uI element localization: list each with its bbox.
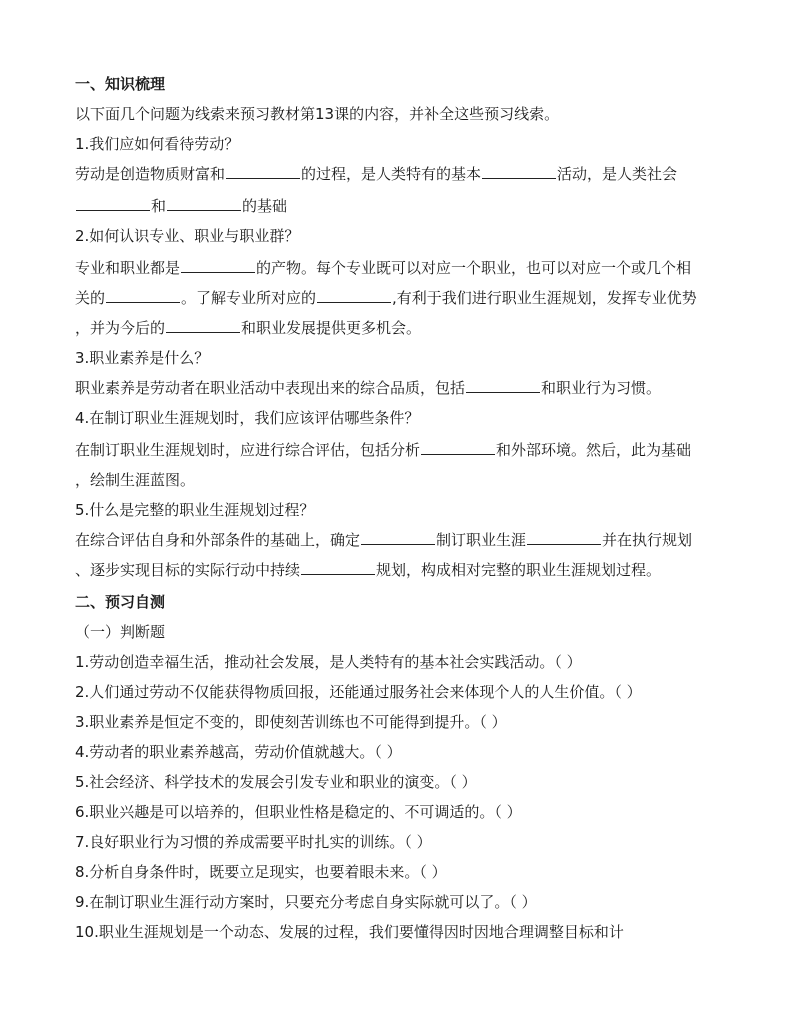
q5-text-b: 制订职业生涯 — [436, 531, 527, 549]
q2-answer-line2 — [75, 288, 697, 308]
q4-question: 4.在制订职业生涯规划时，我们应该评估哪些条件？ — [75, 409, 420, 427]
q2-text-e: ,有利于我们进行职业生涯规划，发挥专业优势 — [392, 289, 697, 307]
q4-answer-line2: ，绘制生涯蓝图。 — [75, 471, 196, 489]
q4-text-b: 和外部环境。然后，此为基础 — [496, 441, 692, 459]
q1-blank-4[interactable] — [167, 196, 241, 211]
q2-text-d: 。了解专业所对应的 — [181, 289, 317, 307]
q1-blank-1[interactable] — [226, 164, 300, 179]
judgment-item: 2.人们通过劳动不仅能获得物质回报，还能通过服务社会来体现个人的人生价值。（ ） — [75, 683, 642, 701]
q4-answer-line1 — [75, 440, 691, 460]
q5-blank-3[interactable] — [301, 560, 375, 575]
q1-blank-3[interactable] — [76, 196, 150, 211]
q3-text-a: 职业素养是劳动者在职业活动中表现出来的综合品质，包括 — [75, 379, 466, 397]
q5-text-d: 、逐步实现目标的实际行动中持续 — [75, 561, 301, 579]
q2-text-b: 的产物。每个专业既可以对应一个职业，也可以对应一个或几个相 — [256, 259, 692, 277]
q1-text-c: 活动，是人类社会 — [557, 165, 678, 183]
judgment-item: 6.职业兴趣是可以培养的，但职业性格是稳定的、不可调适的。（ ） — [75, 803, 522, 821]
judgment-item: 3.职业素养是恒定不变的，即使刻苦训练也不可能得到提升。（ ） — [75, 713, 507, 731]
section1-title: 一、知识梳理 — [75, 75, 166, 93]
q2-answer-line1 — [75, 258, 691, 278]
q2-blank-4[interactable] — [166, 318, 240, 333]
judgment-item: 4.劳动者的职业素养越高，劳动价值就越大。（ ） — [75, 743, 402, 761]
q3-text-b: 和职业行为习惯。 — [541, 379, 662, 397]
q2-text-g: 和职业发展提供更多机会。 — [241, 319, 422, 337]
q5-answer-line2 — [75, 560, 661, 580]
q4-blank-1[interactable] — [421, 440, 495, 455]
judgment-item: 7.良好职业行为习惯的养成需要平时扎实的训练。（ ） — [75, 833, 432, 851]
judgment-item: 5.社会经济、科学技术的发展会引发专业和职业的演变。（ ） — [75, 773, 477, 791]
q4-text-a: 在制订职业生涯规划时，应进行综合评估，包括分析 — [75, 441, 421, 459]
q2-blank-3[interactable] — [317, 288, 391, 303]
q1-text-e: 的基础 — [242, 197, 288, 215]
q5-text-c: 并在执行规划 — [602, 531, 693, 549]
q2-text-a: 专业和职业都是 — [75, 259, 181, 277]
q5-text-a: 在综合评估自身和外部条件的基础上，确定 — [75, 531, 361, 549]
q3-blank-1[interactable] — [466, 378, 540, 393]
q5-blank-1[interactable] — [361, 530, 435, 545]
q2-text-f: ，并为今后的 — [75, 319, 166, 337]
q2-text-c: 关的 — [75, 289, 106, 307]
q5-text-e: 规划，构成相对完整的职业生涯规划过程。 — [376, 561, 662, 579]
q1-question: 1.我们应如何看待劳动？ — [75, 135, 240, 153]
q3-answer-line1 — [75, 378, 661, 398]
section2-subtitle: （一）判断题 — [75, 623, 166, 641]
section1-intro: 以下面几个问题为线索来预习教材第13课的内容，并补全这些预习线索。 — [75, 105, 560, 123]
q5-question: 5.什么是完整的职业生涯规划过程？ — [75, 501, 315, 519]
q1-text-a: 劳动是创造物质财富和 — [75, 165, 226, 183]
judgment-item: 8.分析自身条件时，既要立足现实，也要着眼未来。（ ） — [75, 863, 447, 881]
q1-text-b: 的过程，是人类特有的基本 — [301, 165, 482, 183]
q5-answer-line1 — [75, 530, 692, 550]
judgment-item: 9.在制订职业生涯行动方案时，只要充分考虑自身实际就可以了。（ ） — [75, 893, 537, 911]
q3-question: 3.职业素养是什么？ — [75, 349, 210, 367]
q1-answer-line2 — [75, 196, 287, 216]
section2-title: 二、预习自测 — [75, 593, 166, 611]
q2-answer-line3 — [75, 318, 421, 338]
judgment-item: 10.职业生涯规划是一个动态、发展的过程，我们要懂得因时因地合理调整目标和计 — [75, 923, 624, 941]
q1-text-d: 和 — [151, 197, 167, 215]
q1-answer-line1 — [75, 164, 677, 184]
q2-blank-2[interactable] — [106, 288, 180, 303]
q5-blank-2[interactable] — [527, 530, 601, 545]
q2-blank-1[interactable] — [181, 258, 255, 273]
judgment-item: 1.劳动创造幸福生活，推动社会发展，是人类特有的基本社会实践活动。（ ） — [75, 653, 582, 671]
q2-question: 2.如何认识专业、职业与职业群？ — [75, 227, 300, 245]
q1-blank-2[interactable] — [482, 164, 556, 179]
